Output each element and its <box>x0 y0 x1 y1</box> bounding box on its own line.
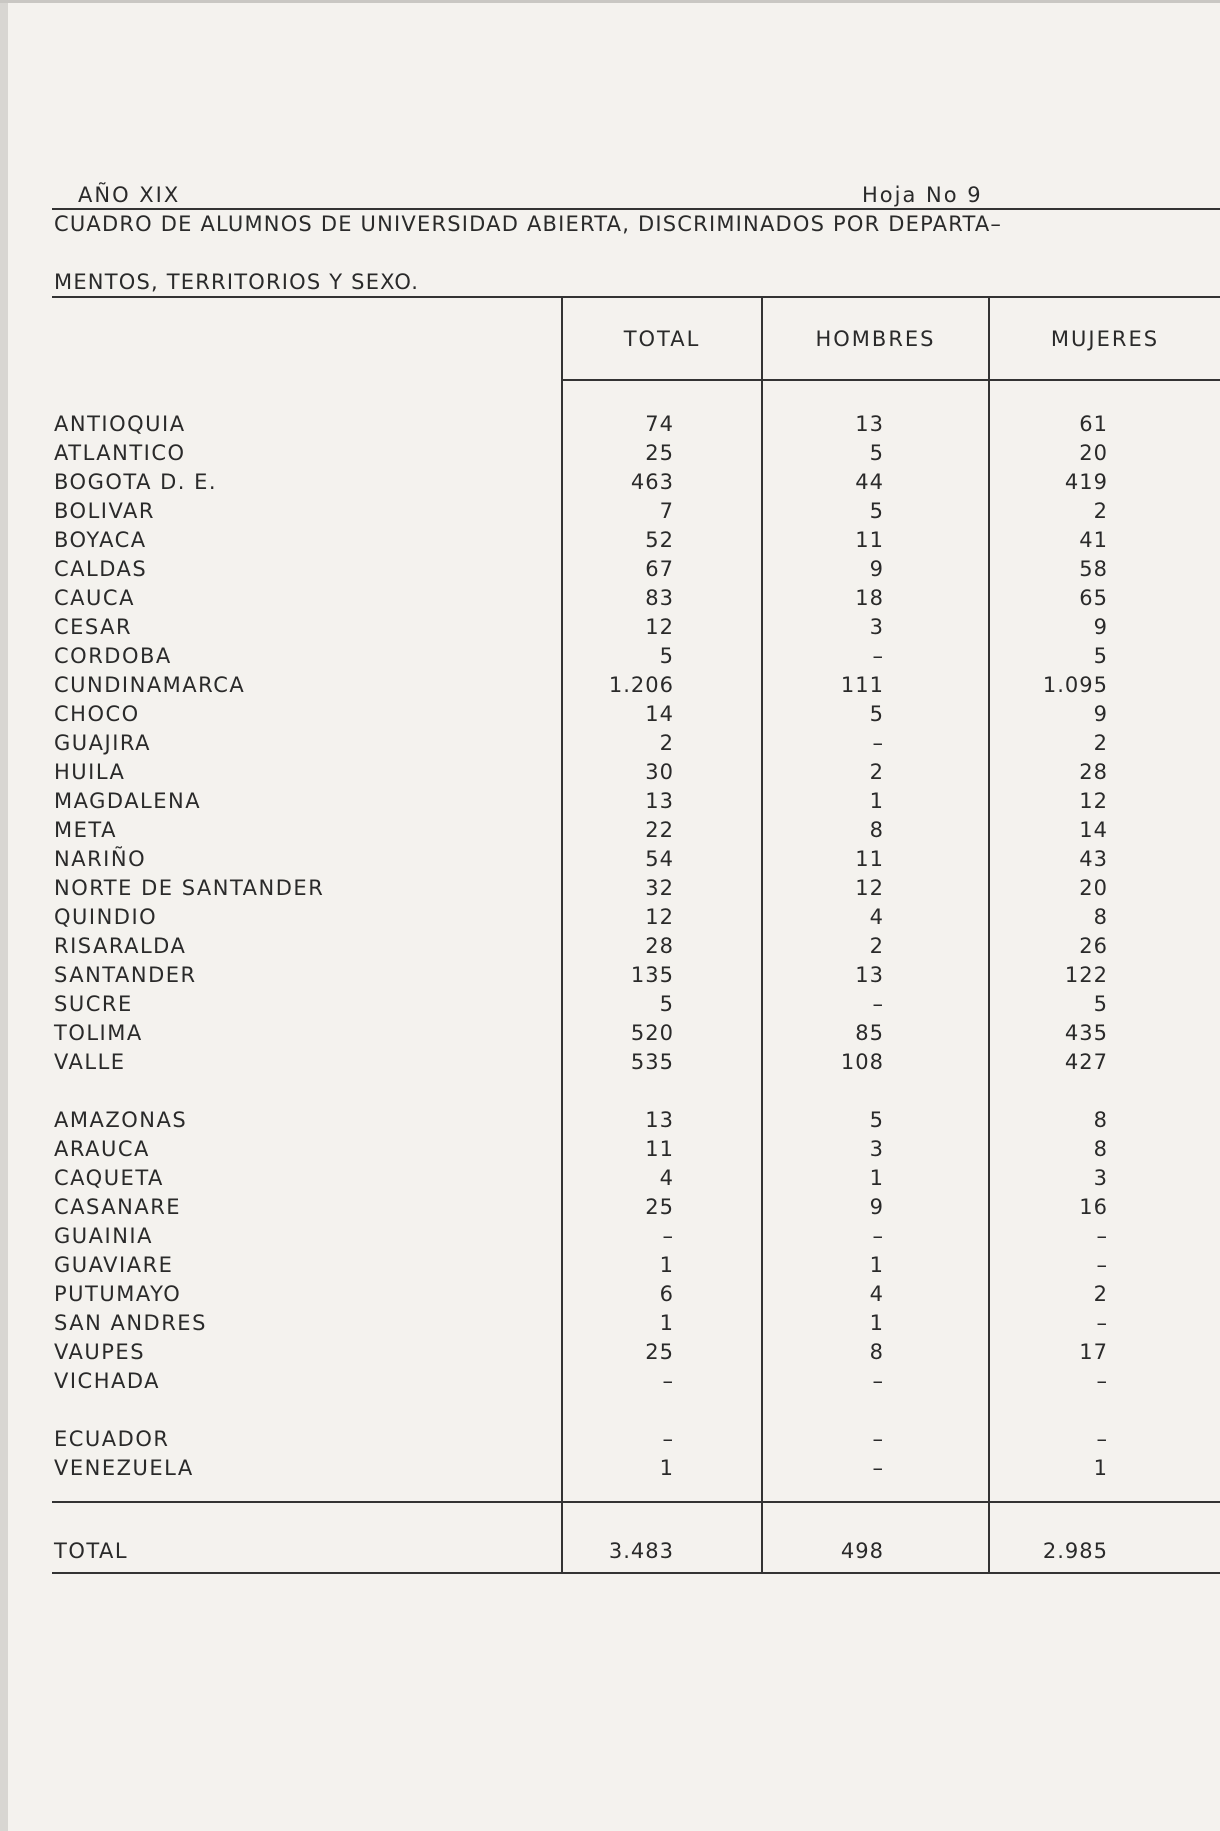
row-hombres-value: – <box>872 1369 884 1393</box>
row-department-name: SAN ANDRES <box>54 1311 207 1335</box>
row-mujeres-value: 427 <box>1064 1050 1108 1074</box>
row-department-name: VICHADA <box>54 1369 161 1393</box>
row-department-name: BOGOTA D. E. <box>54 470 218 494</box>
row-mujeres-value: 17 <box>1079 1340 1108 1364</box>
row-mujeres-value: 435 <box>1064 1021 1108 1045</box>
row-mujeres-value: – <box>1096 1427 1108 1451</box>
row-department-name: QUINDIO <box>54 905 158 929</box>
row-total-value: 6 <box>659 1282 674 1306</box>
row-total-value: 54 <box>645 847 674 871</box>
row-department-name: CAQUETA <box>54 1166 164 1190</box>
row-total-value: 2 <box>659 731 674 755</box>
row-department-name: BOYACA <box>54 528 147 552</box>
row-hombres-value: 5 <box>869 441 884 465</box>
row-total-value: 4 <box>659 1166 674 1190</box>
row-department-name: AMAZONAS <box>54 1108 188 1132</box>
row-mujeres-value: 1 <box>1093 1456 1108 1480</box>
row-hombres-value: 2 <box>869 934 884 958</box>
row-department-name: SUCRE <box>54 992 133 1016</box>
row-total-value: 135 <box>630 963 674 987</box>
row-total-value: 1.206 <box>608 673 674 697</box>
row-department-name: CALDAS <box>54 557 148 581</box>
row-department-name: META <box>54 818 117 842</box>
row-total-value: 30 <box>645 760 674 784</box>
row-mujeres-value: – <box>1096 1224 1108 1248</box>
row-hombres-value: 8 <box>869 1340 884 1364</box>
row-mujeres-value: 26 <box>1079 934 1108 958</box>
row-department-name: CUNDINAMARCA <box>54 673 246 697</box>
sheet-number: Hoja No 9 <box>862 183 983 207</box>
row-hombres-value: 108 <box>840 1050 884 1074</box>
row-mujeres-value: 8 <box>1093 1137 1108 1161</box>
row-hombres-value: – <box>872 992 884 1016</box>
row-department-name: ECUADOR <box>54 1427 170 1451</box>
row-department-name: SANTANDER <box>54 963 197 987</box>
row-total-value: 1 <box>659 1456 674 1480</box>
row-hombres-value: 11 <box>855 847 884 871</box>
row-department-name: CESAR <box>54 615 133 639</box>
column-header-rule <box>561 379 1220 381</box>
row-department-name: VENEZUELA <box>54 1456 194 1480</box>
page-edge-top <box>0 0 1220 3</box>
row-hombres-value: 13 <box>855 963 884 987</box>
row-department-name: ANTIOQUIA <box>54 412 186 436</box>
row-hombres-value: 4 <box>869 905 884 929</box>
page-edge <box>0 0 8 1831</box>
title-rule <box>52 296 1220 298</box>
row-mujeres-value: 28 <box>1079 760 1108 784</box>
row-mujeres-value: 419 <box>1064 470 1108 494</box>
row-mujeres-value: 2 <box>1093 1282 1108 1306</box>
row-hombres-value: 3 <box>869 1137 884 1161</box>
row-mujeres-value: 12 <box>1079 789 1108 813</box>
column-header-hombres: HOMBRES <box>815 327 936 351</box>
row-department-name: ARAUCA <box>54 1137 150 1161</box>
row-mujeres-value: 58 <box>1079 557 1108 581</box>
table-title-line1: CUADRO DE ALUMNOS DE UNIVERSIDAD ABIERTA, DISCRIMINADOS POR DEPARTA– <box>54 212 1003 236</box>
row-department-name: NORTE DE SANTANDER <box>54 876 325 900</box>
row-hombres-value: 5 <box>869 1108 884 1132</box>
row-total-value: 52 <box>645 528 674 552</box>
row-mujeres-value: – <box>1096 1311 1108 1335</box>
row-hombres-value: 5 <box>869 499 884 523</box>
row-hombres-value: 1 <box>869 789 884 813</box>
row-department-name: HUILA <box>54 760 126 784</box>
row-hombres-value: – <box>872 644 884 668</box>
row-hombres-value: – <box>872 1427 884 1451</box>
row-hombres-value: 1 <box>869 1311 884 1335</box>
row-total-value: 14 <box>645 702 674 726</box>
row-department-name: MAGDALENA <box>54 789 202 813</box>
row-mujeres-value: 8 <box>1093 1108 1108 1132</box>
row-total-value: 32 <box>645 876 674 900</box>
row-total-value: 1 <box>659 1253 674 1277</box>
row-mujeres-value: 5 <box>1093 644 1108 668</box>
row-total-value: 22 <box>645 818 674 842</box>
header-rule <box>52 208 1220 210</box>
row-mujeres-value: 14 <box>1079 818 1108 842</box>
row-total-value: 12 <box>645 615 674 639</box>
row-total-value: 74 <box>645 412 674 436</box>
row-total-value: – <box>662 1427 674 1451</box>
total-row-total: 3.483 <box>608 1539 674 1563</box>
row-total-value: 5 <box>659 992 674 1016</box>
row-total-value: 13 <box>645 789 674 813</box>
column-header-mujeres: MUJERES <box>1050 327 1160 351</box>
row-total-value: 28 <box>645 934 674 958</box>
row-total-value: 11 <box>645 1137 674 1161</box>
row-department-name: VAUPES <box>54 1340 146 1364</box>
row-total-value: 463 <box>630 470 674 494</box>
row-hombres-value: – <box>872 1456 884 1480</box>
row-hombres-value: 1 <box>869 1253 884 1277</box>
row-department-name: RISARALDA <box>54 934 187 958</box>
row-total-value: – <box>662 1369 674 1393</box>
row-hombres-value: 11 <box>855 528 884 552</box>
row-hombres-value: 5 <box>869 702 884 726</box>
row-hombres-value: – <box>872 731 884 755</box>
row-mujeres-value: 8 <box>1093 905 1108 929</box>
row-mujeres-value: 61 <box>1079 412 1108 436</box>
row-mujeres-value: 3 <box>1093 1166 1108 1190</box>
row-department-name: GUAJIRA <box>54 731 152 755</box>
table-title-line2: MENTOS, TERRITORIOS Y SEXO. <box>54 270 420 294</box>
row-hombres-value: – <box>872 1224 884 1248</box>
row-hombres-value: 8 <box>869 818 884 842</box>
row-department-name: TOLIMA <box>54 1021 143 1045</box>
row-department-name: ATLANTICO <box>54 441 186 465</box>
row-total-value: 25 <box>645 1340 674 1364</box>
row-hombres-value: 13 <box>855 412 884 436</box>
column-header-total: TOTAL <box>623 327 701 351</box>
row-mujeres-value: 5 <box>1093 992 1108 1016</box>
total-row-label: TOTAL <box>54 1539 129 1563</box>
row-mujeres-value: 9 <box>1093 615 1108 639</box>
row-mujeres-value: 20 <box>1079 441 1108 465</box>
row-mujeres-value: – <box>1096 1369 1108 1393</box>
row-total-value: – <box>662 1224 674 1248</box>
row-total-value: 1 <box>659 1311 674 1335</box>
row-hombres-value: 4 <box>869 1282 884 1306</box>
row-hombres-value: 111 <box>840 673 884 697</box>
total-rule-bottom <box>52 1572 1220 1574</box>
row-total-value: 67 <box>645 557 674 581</box>
row-mujeres-value: 20 <box>1079 876 1108 900</box>
row-total-value: 520 <box>630 1021 674 1045</box>
row-hombres-value: 1 <box>869 1166 884 1190</box>
row-total-value: 25 <box>645 1195 674 1219</box>
row-hombres-value: 9 <box>869 1195 884 1219</box>
row-department-name: PUTUMAYO <box>54 1282 182 1306</box>
row-department-name: BOLIVAR <box>54 499 155 523</box>
row-department-name: CORDOBA <box>54 644 172 668</box>
row-mujeres-value: 16 <box>1079 1195 1108 1219</box>
row-mujeres-value: – <box>1096 1253 1108 1277</box>
row-hombres-value: 12 <box>855 876 884 900</box>
row-mujeres-value: 65 <box>1079 586 1108 610</box>
row-total-value: 13 <box>645 1108 674 1132</box>
row-hombres-value: 3 <box>869 615 884 639</box>
year-label: AÑO XIX <box>78 183 181 207</box>
row-department-name: CASANARE <box>54 1195 182 1219</box>
total-row-mujeres: 2.985 <box>1042 1539 1108 1563</box>
row-hombres-value: 85 <box>855 1021 884 1045</box>
row-mujeres-value: 41 <box>1079 528 1108 552</box>
row-total-value: 83 <box>645 586 674 610</box>
total-rule-top <box>52 1501 1220 1503</box>
row-total-value: 25 <box>645 441 674 465</box>
row-department-name: CHOCO <box>54 702 140 726</box>
row-mujeres-value: 2 <box>1093 499 1108 523</box>
row-hombres-value: 44 <box>855 470 884 494</box>
row-mujeres-value: 1.095 <box>1042 673 1108 697</box>
row-department-name: VALLE <box>54 1050 126 1074</box>
row-hombres-value: 2 <box>869 760 884 784</box>
row-department-name: NARIÑO <box>54 847 147 871</box>
row-hombres-value: 18 <box>855 586 884 610</box>
row-department-name: GUAINIA <box>54 1224 153 1248</box>
row-total-value: 5 <box>659 644 674 668</box>
row-mujeres-value: 9 <box>1093 702 1108 726</box>
row-total-value: 12 <box>645 905 674 929</box>
row-mujeres-value: 2 <box>1093 731 1108 755</box>
row-department-name: CAUCA <box>54 586 135 610</box>
total-row-hombres: 498 <box>840 1539 884 1563</box>
row-mujeres-value: 43 <box>1079 847 1108 871</box>
row-department-name: GUAVIARE <box>54 1253 174 1277</box>
row-mujeres-value: 122 <box>1064 963 1108 987</box>
row-hombres-value: 9 <box>869 557 884 581</box>
row-total-value: 535 <box>630 1050 674 1074</box>
row-total-value: 7 <box>659 499 674 523</box>
